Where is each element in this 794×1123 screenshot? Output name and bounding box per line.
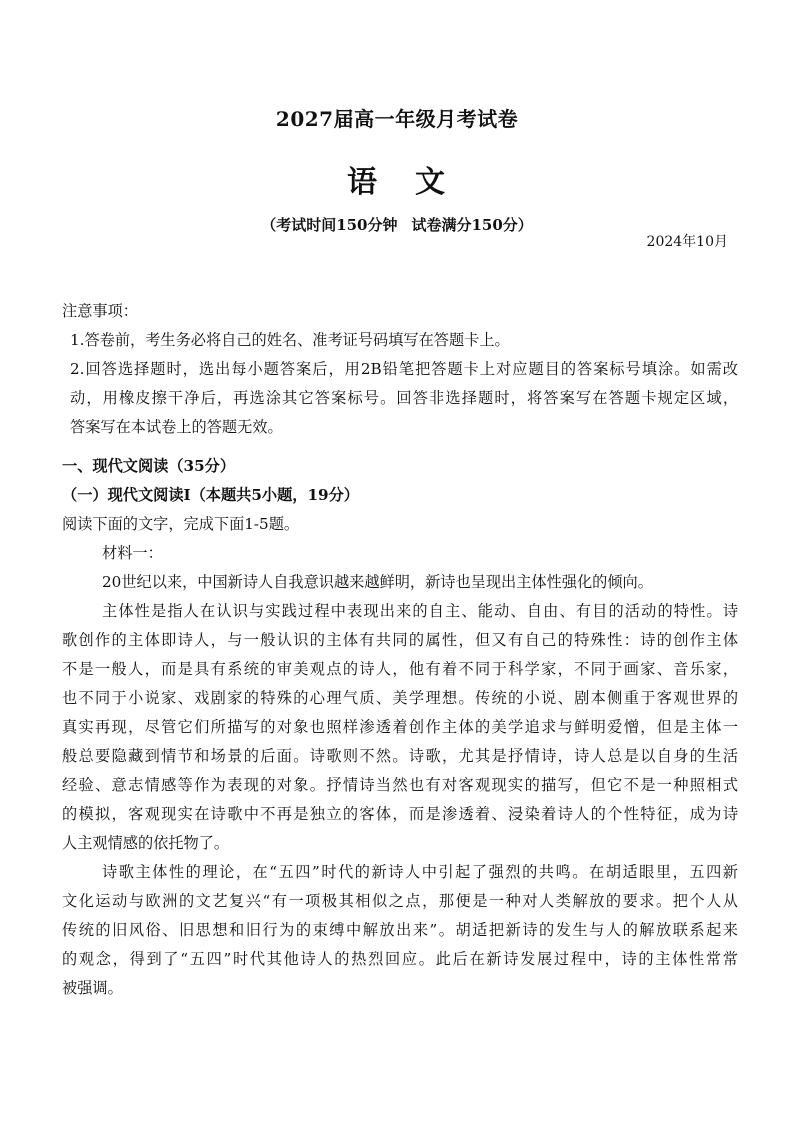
paragraph-3-line: 被强调。 xyxy=(62,979,123,997)
paragraph-1: 20世纪以来，中国新诗人自我意识越来越鲜明，新诗也呈现出主体性强化的倾向。 xyxy=(102,573,653,591)
paragraph-2-line: 不是一般人，而是具有系统的审美观点的诗人，他有着不同于科学家，不同于画家、音乐家， xyxy=(62,660,738,678)
paragraph-3-line: 传统的旧风俗、旧思想和旧行为的束缚中解放出来”。胡适把新诗的发生与人的解放联系起来 xyxy=(62,921,738,939)
paragraph-2-line: 般总要隐藏到情节和场景的后面。诗歌则不然。诗歌，尤其是抒情诗，诗人总是以自身的生活 xyxy=(62,747,738,765)
note-item-1: 1.答卷前，考生务必将自己的姓名、准考证号码填写在答题卡上。 xyxy=(70,331,510,349)
note-item-2-line-1: 2.回答选择题时，选出每小题答案后，用2B铅笔把答题卡上对应题目的答案标号填涂。如需改 xyxy=(70,360,738,378)
exam-title: 2027届高一年级月考试卷 xyxy=(275,107,519,131)
notes-heading: 注意事项： xyxy=(62,302,138,320)
note-item-2-line-3: 答案写在本试卷上的答题无效。 xyxy=(70,418,283,436)
paragraph-2-line: 人主观情感的依托物了。 xyxy=(62,834,230,852)
paragraph-2-line: 真实再现，尽管它们所描写的对象也照样渗透着创作主体的美学追求与鲜明爱憎，但是主体一 xyxy=(62,718,738,736)
section-heading: 一、现代文阅读（35分） xyxy=(62,457,236,475)
notes-section xyxy=(62,297,738,442)
paragraph-2-line: 经验、意志情感等作为表现的对象。抒情诗当然也有对客观现实的描写，但它不是一种照相式 xyxy=(62,776,738,794)
paragraph-2-line: 也不同于小说家、戏剧家的特殊的心理气质、美学理想。传统的小说、剧本侧重于客观世界的 xyxy=(62,689,738,707)
note-item-2-line-2: 动，用橡皮擦干净后，再选涂其它答案标号。回答非选择题时，将答案写在答题卡规定区域， xyxy=(70,389,738,407)
exam-score: 试卷满分150分） xyxy=(411,216,533,234)
reading-instruction: 阅读下面的文字，完成下面1-5题。 xyxy=(62,515,300,533)
material-label: 材料一： xyxy=(102,544,163,562)
paragraph-2-line: 主体性是指人在认识与实践过程中表现出来的自主、能动、自由、有目的活动的特性。诗 xyxy=(102,602,738,620)
paragraph-2-line: 歌创作的主体即诗人，与一般认识的主体有共同的属性，但又有自己的特殊性：诗的创作主体 xyxy=(62,631,738,649)
subject-char-2: 文 xyxy=(415,165,447,200)
reading-section xyxy=(62,452,738,1003)
paragraph-3-line: 诗歌主体性的理论，在“五四”时代的新诗人中引起了强烈的共鸣。在胡适眼里，五四新 xyxy=(102,863,738,881)
subject-char-1: 语 xyxy=(347,165,379,200)
paragraph-3-line: 的观念，得到了“五四”时代其他诗人的热烈回应。此后在新诗发展过程中，诗的主体性常常 xyxy=(62,950,738,968)
exam-date: 2024年10月 xyxy=(646,234,728,250)
section-subheading: （一）现代文阅读Ⅰ（本题共5小题，19分） xyxy=(62,486,359,504)
paragraph-3-line: 文化运动与欧洲的文艺复兴“有一项极其相似之点，那便是一种对人类解放的要求。把个人从 xyxy=(62,892,738,910)
paragraph-2-line: 的模拟，客观现实在诗歌中不再是独立的客体，而是渗透着、浸染着诗人的个性特征，成为诗 xyxy=(62,805,738,823)
subject-title xyxy=(0,157,794,201)
exam-time: （考试时间150分钟 xyxy=(261,216,398,234)
